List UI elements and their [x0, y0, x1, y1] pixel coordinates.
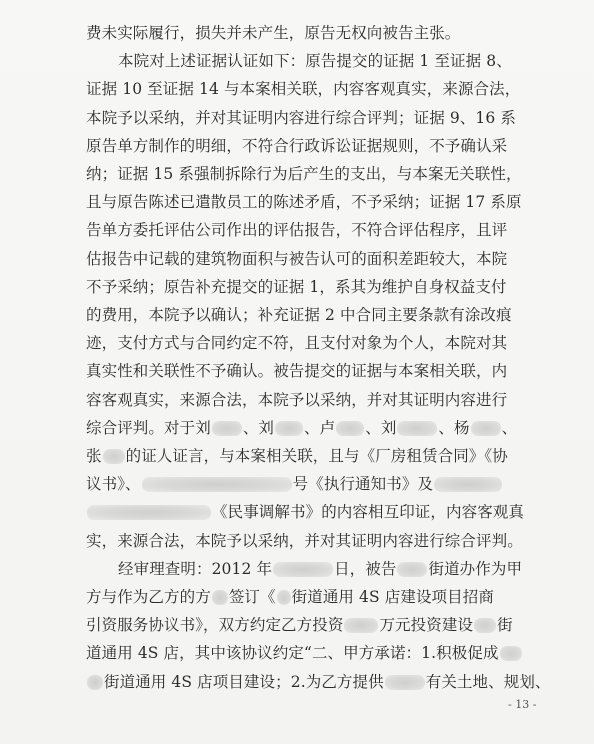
- text-line: [86, 445, 508, 467]
- text-line: [86, 501, 524, 523]
- text-segment: 日，被告: [334, 560, 397, 578]
- text-segment: 街道通用 4S 店项目建设；2.为乙方提供: [104, 673, 384, 691]
- text-segment: 综合评判。对于刘: [86, 419, 211, 437]
- text-segment: 迹，支付方式与合同约定不符，且支付对象为个人，本院对其: [86, 334, 508, 352]
- text-segment: 、刘: [242, 419, 275, 437]
- text-segment: 方与作为乙方的方: [86, 588, 211, 606]
- text-line: [86, 332, 507, 354]
- text-line: [86, 642, 523, 664]
- redaction-mark: [336, 421, 364, 436]
- text-segment: 街道办作为甲: [428, 560, 523, 578]
- text-segment: 万元投资建设: [379, 616, 474, 634]
- text-segment: 真实性和关联性不予确认。被告提交的证据与本案相关联，内: [86, 362, 508, 380]
- text-segment: 经审理查明：2012 年: [118, 560, 273, 578]
- text-segment: 估报告中记载的建筑物面积与被告认可的面积差距较大，本院: [86, 250, 508, 268]
- redaction-mark: [212, 421, 242, 436]
- text-segment: 有关土地、规划、: [425, 673, 551, 691]
- text-line: [86, 276, 507, 298]
- text-line: [86, 417, 517, 439]
- text-line: [118, 50, 512, 72]
- redaction-mark: [212, 590, 228, 605]
- redaction-mark: [471, 421, 501, 436]
- text-line: [86, 360, 507, 382]
- text-line: [86, 586, 494, 608]
- text-line: [86, 530, 523, 552]
- text-segment: 街道通用 4S 店建设项目招商: [291, 588, 494, 606]
- redaction-mark: [474, 618, 496, 633]
- text-segment: 实，来源合法，本院予以采纳，并对其证明内容进行综合评判。: [86, 532, 523, 550]
- text-segment: 本院对上述证据认证如下：原告提交的证据 1 至证据 8、: [118, 52, 512, 70]
- text-line: [86, 473, 503, 495]
- redaction-mark: [397, 562, 427, 577]
- text-segment: 议书》、: [86, 475, 141, 493]
- text-segment: 的费用，本院予以确认；补充证据 2 中合同主要条款有涂改痕: [86, 306, 512, 324]
- text-segment: 引资服务协议书》，双方约定乙方投资: [86, 616, 344, 634]
- text-segment: 张: [86, 447, 102, 465]
- text-segment: 号《执行通知书》及: [292, 475, 434, 493]
- redaction-mark: [273, 562, 333, 577]
- redaction-mark: [434, 477, 502, 492]
- text-segment: 的证人证言，与本案相关联，且与《厂房租赁合同》《协: [125, 447, 508, 465]
- text-segment: 签订《: [228, 588, 276, 606]
- redaction-mark: [87, 675, 103, 690]
- text-line: [86, 135, 507, 157]
- redaction-mark: [103, 449, 125, 464]
- text-line: [118, 558, 522, 580]
- text-segment: 费未实际履行，损失并未产生，原告无权向被告主张。: [86, 24, 461, 42]
- redaction-mark: [344, 618, 378, 633]
- text-segment: 纳；证据 15 系强制拆除行为后产生的支出，与本案无关联性，: [86, 165, 522, 183]
- page-number: - 13 -: [508, 698, 537, 711]
- text-line: [86, 389, 507, 411]
- text-segment: 本院予以采纳，并对其证明内容进行综合评判；证据 9、16 系: [86, 109, 516, 127]
- redaction-mark: [385, 675, 425, 690]
- text-line: [86, 191, 522, 213]
- redaction-mark: [500, 646, 522, 661]
- text-segment: 街: [497, 616, 513, 634]
- text-segment: 、卢: [304, 419, 336, 437]
- text-line: [86, 22, 460, 44]
- text-segment: 容客观真实，来源合法，本院予以采纳，并对其证明内容进行: [86, 391, 508, 409]
- text-segment: 《民事调解书》的内容相互印证，内容客观真: [212, 503, 525, 521]
- text-line: [86, 614, 513, 636]
- text-segment: 原告单方制作的明细，不符合行政诉讼证据规则，不予确认采: [86, 137, 508, 155]
- text-segment: 、刘: [365, 419, 397, 437]
- text-segment: 且与原告陈述已遣散员工的陈述矛盾，不予采纳；证据 17 系原: [86, 193, 522, 211]
- text-segment: 不予采纳；原告补充提交的证据 1，系其为维护自身权益支付: [86, 278, 507, 296]
- text-segment: 证据 10 至证据 14 与本案相关联，内容客观真实，来源合法，: [86, 80, 521, 98]
- text-segment: 告单方委托评估公司作出的评估报告，不符合评估程序，且评: [86, 221, 508, 239]
- text-segment: 、杨: [438, 419, 470, 437]
- redaction-mark: [142, 477, 292, 492]
- text-line: [86, 78, 520, 100]
- redaction-mark: [275, 421, 303, 436]
- redaction-mark: [87, 505, 211, 520]
- text-line: [86, 219, 507, 241]
- text-line: [86, 107, 516, 129]
- redaction-mark: [277, 590, 291, 605]
- text-line: [86, 248, 507, 270]
- text-segment: 、: [501, 419, 518, 437]
- text-line: [86, 671, 551, 693]
- text-line: [86, 304, 512, 326]
- text-segment: 道通用 4S 店，其中该协议约定“二、甲方承诺：1.积极促成: [86, 644, 499, 662]
- text-line: [86, 163, 522, 185]
- redaction-mark: [397, 421, 437, 436]
